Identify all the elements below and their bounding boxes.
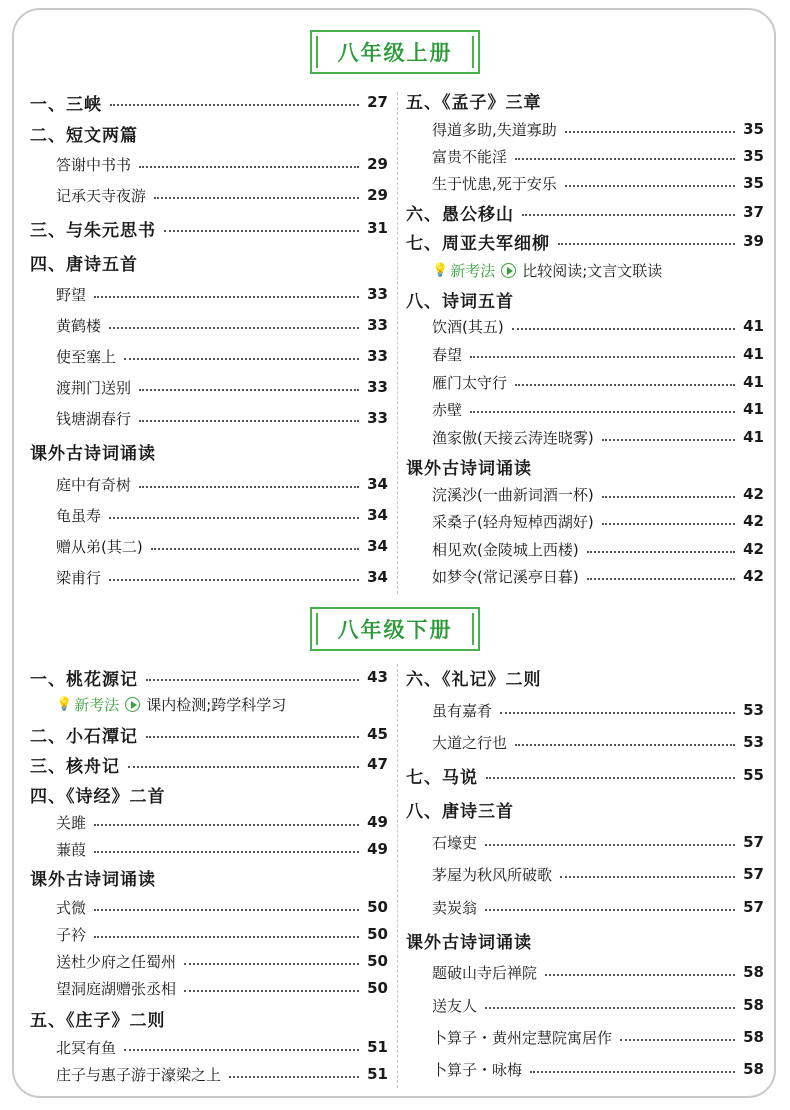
- dot-leader: [94, 851, 359, 853]
- toc-upper-left: [30, 86, 388, 596]
- toc-section-heading[interactable]: [406, 89, 764, 111]
- page-number: 58: [743, 1028, 764, 1046]
- entry-title: 题破山寺后禅院: [432, 963, 538, 982]
- page-number: 57: [743, 865, 764, 883]
- toc-section-heading[interactable]: [30, 866, 388, 888]
- toc-section-heading[interactable]: [30, 1007, 388, 1029]
- entry-title: 庄子与惠子游于濠梁之上: [56, 1065, 222, 1084]
- lightbulb-icon: 💡: [56, 697, 73, 712]
- dot-leader: [128, 766, 359, 768]
- section-title-lower-text: 八年级下册: [337, 618, 453, 642]
- entry-title: 子衿: [56, 925, 87, 944]
- page-number: 29: [367, 155, 388, 173]
- toc-entry[interactable]: [30, 407, 388, 429]
- exam-tip-text: 课内检测;跨学科学习: [146, 696, 287, 714]
- page-number: 39: [743, 232, 764, 250]
- toc-entry[interactable]: [406, 961, 764, 983]
- toc-entry[interactable]: [30, 345, 388, 367]
- page-number: 34: [367, 475, 388, 493]
- toc-entry[interactable]: [406, 896, 764, 918]
- toc-entry[interactable]: [30, 283, 388, 305]
- page-number: 35: [743, 174, 764, 192]
- entry-title: 关雎: [56, 813, 87, 832]
- page-number: 45: [367, 725, 388, 743]
- dot-leader: [486, 777, 735, 779]
- toc-section-heading[interactable]: [30, 91, 388, 113]
- entry-title: 龟虽寿: [56, 506, 102, 525]
- page-number: 57: [743, 833, 764, 851]
- entry-title: 送杜少府之任蜀州: [56, 952, 177, 971]
- toc-upper-right: [406, 86, 764, 596]
- dot-leader: [470, 411, 735, 413]
- entry-title: 生于忧患,死于安乐: [432, 174, 557, 193]
- dot-leader: [146, 679, 359, 681]
- toc-entry[interactable]: [30, 314, 388, 336]
- section-title-lower: [310, 607, 480, 651]
- page-number: 42: [743, 512, 764, 530]
- page-number: 53: [743, 733, 764, 751]
- heading-title: 三、与朱元思书: [30, 220, 156, 241]
- entry-title: 茅屋为秋风所破歌: [432, 865, 553, 884]
- exam-tip: [56, 694, 286, 715]
- heading-title: 八、诗词五首: [406, 291, 514, 312]
- toc-section-heading[interactable]: [406, 455, 764, 477]
- toc-entry[interactable]: [406, 315, 764, 337]
- section-title-upper-text: 八年级上册: [337, 41, 453, 65]
- dot-leader: [154, 197, 359, 199]
- play-circle-icon: [501, 263, 516, 278]
- entry-title: 梁甫行: [56, 568, 102, 587]
- page-number: 50: [367, 898, 388, 916]
- dot-leader: [485, 909, 735, 911]
- entry-title: 相见欢(金陵城上西楼): [432, 540, 579, 559]
- page-number: 41: [743, 428, 764, 446]
- page-number: 42: [743, 567, 764, 585]
- toc-section-heading[interactable]: [30, 217, 388, 239]
- toc-section-heading[interactable]: [30, 440, 388, 462]
- toc-entry[interactable]: [406, 371, 764, 393]
- toc-section-heading[interactable]: [406, 230, 764, 252]
- lightbulb-icon: 💡: [432, 263, 449, 278]
- heading-title: 六、《礼记》二则: [406, 669, 542, 690]
- toc-section-heading[interactable]: [30, 723, 388, 745]
- toc-entry[interactable]: [406, 398, 764, 420]
- dot-leader: [94, 936, 359, 938]
- entry-title: 蒹葭: [56, 840, 87, 859]
- dot-leader: [522, 214, 735, 216]
- dot-leader: [184, 990, 359, 992]
- page-number: 31: [367, 219, 388, 237]
- toc-entry[interactable]: [406, 172, 764, 194]
- exam-tip-label: 新考法: [450, 262, 496, 280]
- entry-title: 渔家傲(天接云涛连晓雾): [432, 428, 594, 447]
- dot-leader: [565, 185, 735, 187]
- entry-title: 浣溪沙(一曲新词酒一杯): [432, 485, 594, 504]
- exam-tip-text: 比较阅读;文言文联读: [522, 262, 663, 280]
- heading-title: 二、短文两篇: [30, 125, 138, 146]
- toc-entry[interactable]: [406, 565, 764, 587]
- page-number: 37: [743, 203, 764, 221]
- dot-leader: [500, 712, 735, 714]
- entry-title: 渡荆门送别: [56, 378, 132, 397]
- page-number: 50: [367, 925, 388, 943]
- page-number: 34: [367, 537, 388, 555]
- entry-title: 得道多助,失道寡助: [432, 120, 557, 139]
- toc-entry[interactable]: [30, 376, 388, 398]
- page-number: 51: [367, 1065, 388, 1083]
- toc-entry[interactable]: [30, 566, 388, 588]
- heading-title: 七、周亚夫军细柳: [406, 233, 550, 254]
- dot-leader: [587, 578, 735, 580]
- toc-section-heading[interactable]: [406, 666, 764, 688]
- dot-leader: [620, 1039, 735, 1041]
- entry-title: 如梦令(常记溪亭日暮): [432, 567, 579, 586]
- toc-entry[interactable]: [30, 473, 388, 495]
- toc-entry[interactable]: [406, 731, 764, 753]
- page-number: 58: [743, 1060, 764, 1078]
- page-number: 41: [743, 317, 764, 335]
- page-number: 34: [367, 506, 388, 524]
- entry-title: 春望: [432, 345, 463, 364]
- dot-leader: [545, 974, 735, 976]
- page-number: 58: [743, 963, 764, 981]
- entry-title: 答谢中书书: [56, 155, 132, 174]
- page-number: 33: [367, 316, 388, 334]
- dot-leader: [485, 1007, 735, 1009]
- dot-leader: [139, 420, 359, 422]
- dot-leader: [139, 389, 359, 391]
- toc-section-heading[interactable]: [30, 251, 388, 273]
- page-number: 41: [743, 400, 764, 418]
- column-divider-lower: [397, 664, 398, 1088]
- dot-leader: [184, 963, 359, 965]
- dot-leader: [558, 243, 735, 245]
- page-number: 50: [367, 979, 388, 997]
- toc-entry[interactable]: [406, 483, 764, 505]
- page-number: 57: [743, 898, 764, 916]
- toc-entry[interactable]: [406, 118, 764, 140]
- entry-title: 富贵不能淫: [432, 147, 508, 166]
- play-circle-icon: [125, 697, 140, 712]
- page-number: 42: [743, 540, 764, 558]
- page-number: 34: [367, 568, 388, 586]
- dot-leader: [109, 327, 359, 329]
- dot-leader: [485, 844, 735, 846]
- toc-section-heading[interactable]: [406, 764, 764, 786]
- toc-entry[interactable]: [406, 343, 764, 365]
- toc-lower-right: [406, 662, 764, 1092]
- toc-section-heading[interactable]: [406, 929, 764, 951]
- toc-entry[interactable]: [30, 504, 388, 526]
- heading-title: 四、《诗经》二首: [30, 786, 166, 807]
- dot-leader: [94, 824, 359, 826]
- entry-title: 送友人: [432, 996, 478, 1015]
- entry-title: 使至塞上: [56, 347, 117, 366]
- dot-leader: [124, 358, 359, 360]
- toc-section-heading[interactable]: [406, 201, 764, 223]
- dot-leader: [515, 384, 735, 386]
- toc-section-heading[interactable]: [30, 783, 388, 805]
- page-number: 33: [367, 347, 388, 365]
- dot-leader: [470, 356, 735, 358]
- page-number: 33: [367, 285, 388, 303]
- dot-leader: [560, 876, 735, 878]
- heading-title: 课外古诗词诵读: [30, 443, 156, 464]
- toc-lower-left: [30, 662, 388, 1092]
- entry-title: 望洞庭湖赠张丞相: [56, 979, 177, 998]
- toc-entry[interactable]: [30, 923, 388, 945]
- heading-title: 一、桃花源记: [30, 669, 138, 690]
- dot-leader: [139, 486, 359, 488]
- entry-title: 虽有嘉肴: [432, 701, 493, 720]
- page-number: 43: [367, 668, 388, 686]
- toc-entry[interactable]: [406, 1058, 764, 1080]
- heading-title: 六、愚公移山: [406, 204, 514, 225]
- toc-entry[interactable]: [406, 863, 764, 885]
- entry-title: 赤壁: [432, 400, 463, 419]
- page-number: 51: [367, 1038, 388, 1056]
- dot-leader: [587, 551, 735, 553]
- toc-section-heading[interactable]: [30, 666, 388, 688]
- toc-entry[interactable]: [30, 153, 388, 175]
- dot-leader: [124, 1049, 359, 1051]
- dot-leader: [151, 548, 359, 550]
- page-number: 55: [743, 766, 764, 784]
- toc-section-heading[interactable]: [30, 122, 388, 144]
- entry-title: 庭中有奇树: [56, 475, 132, 494]
- toc-entry[interactable]: [30, 950, 388, 972]
- toc-entry[interactable]: [406, 699, 764, 721]
- dot-leader: [602, 523, 735, 525]
- dot-leader: [109, 517, 359, 519]
- dot-leader: [110, 104, 359, 106]
- toc-entry[interactable]: [30, 811, 388, 833]
- dot-leader: [565, 131, 735, 133]
- heading-title: 一、三峡: [30, 94, 102, 115]
- toc-entry[interactable]: [30, 184, 388, 206]
- entry-title: 黄鹤楼: [56, 316, 102, 335]
- exam-tip: [432, 260, 662, 281]
- heading-title: 课外古诗词诵读: [30, 869, 156, 890]
- page-number: 33: [367, 378, 388, 396]
- exam-tip-label: 新考法: [74, 696, 120, 714]
- entry-title: 饮酒(其五): [432, 317, 504, 336]
- heading-title: 八、唐诗三首: [406, 801, 514, 822]
- dot-leader: [94, 296, 359, 298]
- toc-entry[interactable]: [406, 1026, 764, 1048]
- page-number: 58: [743, 996, 764, 1014]
- entry-title: 记承天寺夜游: [56, 186, 147, 205]
- entry-title: 大道之行也: [432, 733, 508, 752]
- entry-title: 雁门太守行: [432, 373, 508, 392]
- dot-leader: [530, 1071, 735, 1073]
- entry-title: 卖炭翁: [432, 898, 478, 917]
- page-number: 33: [367, 409, 388, 427]
- column-divider-upper: [397, 92, 398, 594]
- toc-entry[interactable]: [30, 896, 388, 918]
- page-number: 35: [743, 120, 764, 138]
- toc-entry[interactable]: [30, 838, 388, 860]
- dot-leader: [139, 166, 359, 168]
- toc-section-heading[interactable]: [406, 798, 764, 820]
- page-number: 50: [367, 952, 388, 970]
- page-number: 42: [743, 485, 764, 503]
- entry-title: 赠从弟(其二): [56, 537, 143, 556]
- dot-leader: [515, 744, 735, 746]
- dot-leader: [512, 328, 735, 330]
- dot-leader: [515, 158, 735, 160]
- toc-entry[interactable]: [30, 977, 388, 999]
- heading-title: 五、《庄子》二则: [30, 1010, 166, 1031]
- heading-title: 二、小石潭记: [30, 726, 138, 747]
- dot-leader: [229, 1076, 359, 1078]
- entry-title: 卜算子・咏梅: [432, 1060, 523, 1079]
- entry-title: 石壕吏: [432, 833, 478, 852]
- dot-leader: [94, 909, 359, 911]
- section-title-upper: [310, 30, 480, 74]
- toc-entry[interactable]: [30, 1036, 388, 1058]
- dot-leader: [146, 736, 359, 738]
- heading-title: 四、唐诗五首: [30, 254, 138, 275]
- toc-entry[interactable]: [406, 510, 764, 532]
- entry-title: 式微: [56, 898, 87, 917]
- entry-title: 采桑子(轻舟短棹西湖好): [432, 512, 594, 531]
- toc-entry[interactable]: [406, 831, 764, 853]
- dot-leader: [602, 439, 735, 441]
- page-number: 41: [743, 345, 764, 363]
- toc-entry[interactable]: [406, 145, 764, 167]
- dot-leader: [109, 579, 359, 581]
- page-number: 41: [743, 373, 764, 391]
- heading-title: 课外古诗词诵读: [406, 458, 532, 479]
- toc-entry[interactable]: [406, 994, 764, 1016]
- page-number: 53: [743, 701, 764, 719]
- toc-entry[interactable]: [30, 535, 388, 557]
- heading-title: 五、《孟子》三章: [406, 92, 542, 113]
- entry-title: 野望: [56, 285, 87, 304]
- toc-entry[interactable]: [30, 1063, 388, 1085]
- page-number: 27: [367, 93, 388, 111]
- page-number: 49: [367, 813, 388, 831]
- dot-leader: [602, 496, 735, 498]
- heading-title: 七、马说: [406, 767, 478, 788]
- toc-entry[interactable]: [406, 426, 764, 448]
- page-number: 35: [743, 147, 764, 165]
- entry-title: 卜算子・黄州定慧院寓居作: [432, 1028, 613, 1047]
- toc-section-heading[interactable]: [30, 753, 388, 775]
- heading-title: 三、核舟记: [30, 756, 120, 777]
- heading-title: 课外古诗词诵读: [406, 932, 532, 953]
- dot-leader: [164, 230, 359, 232]
- entry-title: 钱塘湖春行: [56, 409, 132, 428]
- entry-title: 北冥有鱼: [56, 1038, 117, 1057]
- toc-entry[interactable]: [406, 538, 764, 560]
- toc-section-heading[interactable]: [406, 288, 764, 310]
- page-number: 49: [367, 840, 388, 858]
- page-number: 29: [367, 186, 388, 204]
- page-number: 47: [367, 755, 388, 773]
